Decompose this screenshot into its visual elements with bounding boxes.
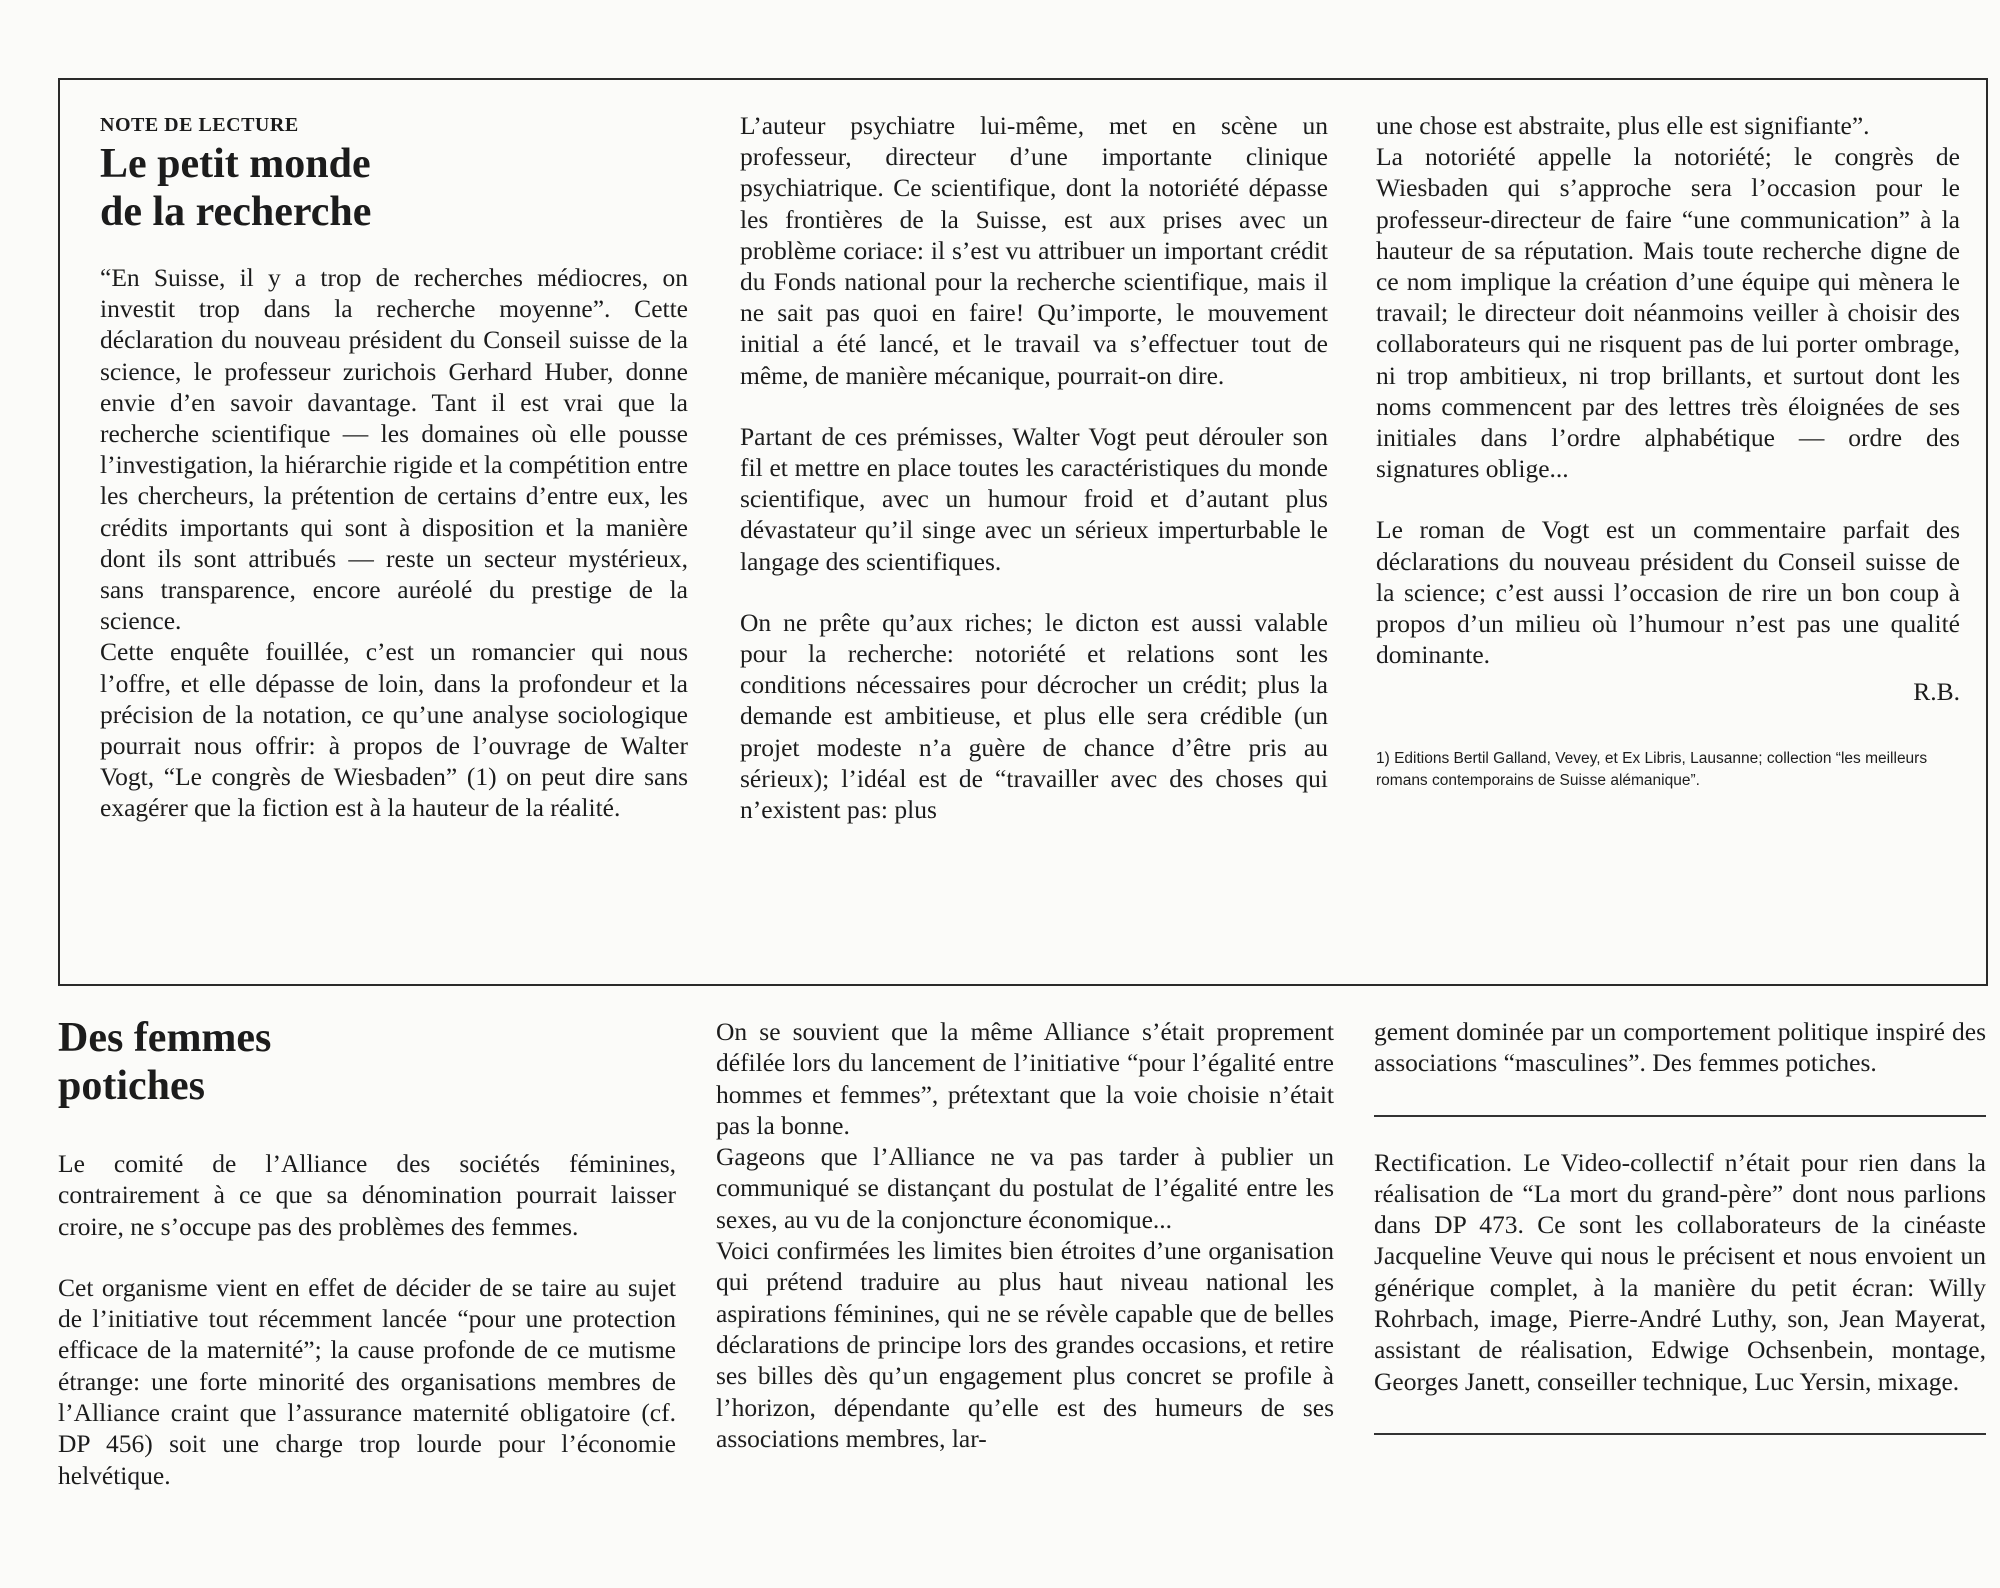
article-paragraph: gement dominée par un comportement politique inspiré des associations “masculines”. Des femmes potiches. — [1374, 1017, 1986, 1078]
review-column-1 — [100, 112, 688, 824]
article-title-line-2: potiches — [58, 1063, 205, 1109]
review-paragraph: On ne prête qu’aux riches; le dicton est aussi valable pour la recherche: notoriété et relations sont les conditions nécessaires pour décrocher un crédit; plus la demande est ambitieuse, et plus elle sera crédible (un projet modeste n’a guère de chance d’être pris au sérieux); l’idéal est de “travailler avec des choses qui n’existent pas: plus — [740, 607, 1328, 825]
article-column-1 — [58, 1014, 676, 1491]
divider-rule — [1374, 1433, 1986, 1435]
article-title — [58, 1014, 676, 1110]
article-paragraph: Gageons que l’Alliance ne va pas tarder à publier un communiqué se distançant du postulat de l’égalité entre les sexes, au vu de la conjoncture économique... — [716, 1142, 1334, 1234]
review-signature: R.B. — [1913, 677, 1960, 707]
divider-rule — [1374, 1115, 1986, 1117]
article-paragraph: Voici confirmées les limites bien étroites d’une organisation qui prétend traduire au plus haut niveau national les aspirations féminines, qui ne se révèle capable que de belles déclarations de principe lors des grandes occasions, et retire ses billes dès qu’un engagement plus concret se profile à l’horizon, dépendante qu’elle est des humeurs de ses associations membres, lar- — [716, 1236, 1334, 1453]
review-paragraph: L’auteur psychiatre lui-même, met en scène un professeur, directeur d’une importante clinique psychiatrique. Ce scientifique, dont la notoriété dépasse les frontières de la Suisse, est aux prises avec un problème coriace: il s’est vu attribuer un important crédit du Fonds national pour la recherche scientifique, mais il ne sait pas quoi en faire! Qu’importe, le mouvement initial a été lancé, et le travail va s’effectuer tout de même, de manière mécanique, pourrait-on dire. — [740, 111, 1328, 390]
review-paragraph: une chose est abstraite, plus elle est signifiante”. — [1376, 111, 1870, 140]
article-paragraph: On se souvient que la même Alliance s’était proprement défilée lors du lancement de l’initiative “pour l’égalité entre hommes et femmes”, prétextant que la voie choisie n’était pas la bonne. — [716, 1017, 1334, 1140]
review-paragraph: Le roman de Vogt est un commentaire parfait des déclarations du nouveau président du Conseil suisse de la science; c’est aussi l’occasion de rire un bon coup à propos d’un milieu où l’humour n’est pas une qualité dominante. — [1376, 515, 1960, 670]
book-review-box — [58, 78, 1988, 986]
review-paragraph: Cette enquête fouillée, c’est un romancier qui nous l’offre, et elle dépasse de loin, dans la profondeur et la précision de la notation, ce qu’une analyse sociologique pourrait nous offrir: à propos de l’ouvrage de Walter Vogt, “Le congrès de Wiesbaden” (1) on peut dire sans exagérer que la fiction est à la hauteur de la réalité. — [100, 637, 688, 823]
review-title-line-2: de la recherche — [100, 189, 372, 235]
article-title-line-1: Des femmes — [58, 1015, 272, 1061]
review-title-line-1: Le petit monde — [100, 141, 371, 187]
review-title — [100, 140, 688, 236]
article-paragraph: Cet organisme vient en effet de décider de se taire au sujet de l’initiative tout récemment lancée “pour une protection efficace de la maternité”; la cause profonde de ce mutisme étrange: une forte minorité des organisations membres de l’Alliance craint que l’assurance maternité obligatoire (cf. DP 456) soit une charge trop lourde pour l’économie helvétique. — [58, 1272, 676, 1490]
review-column-3 — [1376, 110, 1960, 792]
rectification-paragraph: Rectification. Le Video-collectif n’était pour rien dans la réalisation de “La mort du grand-père” dont nous parlions dans DP 473. Ce sont les collaborateurs de la cinéaste Jacqueline Veuve qui nous le précisent et nous envoient un générique complet, à la manière du petit écran: Willy Rohrbach, image, Pierre-André Luthy, son, Jean Mayerat, assistant de réalisation, Edwige Ochsenbein, montage, Georges Janett, conseiller technique, Luc Yersin, mixage. — [1374, 1147, 1986, 1396]
article-paragraph: Le comité de l’Alliance des sociétés féminines, contrairement à ce que sa dénomination pourrait laisser croire, ne s’occupe pas des problèmes des femmes. — [58, 1149, 676, 1241]
article-column-3 — [1374, 1016, 1986, 1435]
review-column-2 — [740, 110, 1328, 825]
review-paragraph: Partant de ces prémisses, Walter Vogt peut dérouler son fil et mettre en place toutes les caractéristiques du monde scientifique, avec un humour froid et d’autant plus dévastateur qu’il singe avec un sérieux imperturbable le langage des scientifiques. — [740, 421, 1328, 576]
review-footnote: 1) Editions Bertil Galland, Vevey, et Ex Libris, Lausanne; collection “les meilleurs romans contemporains de Suisse alémanique”. — [1376, 749, 1928, 789]
review-paragraph: La notoriété appelle la notoriété; le congrès de Wiesbaden qui s’approche sera l’occasion pour le professeur-directeur de faire “une communication” à la hauteur de sa réputation. Mais toute recherche digne de ce nom implique la création d’une équipe qui mènera le travail; le directeur doit néanmoins veiller à choisir des collaborateurs qui ne risquent pas de lui porter ombrage, ni trop ambitieux, ni trop brillants, et surtout dont les noms commencent par des lettres très éloignées de ses initiales dans l’ordre alphabétique — ordre des signatures oblige... — [1376, 142, 1960, 484]
article-column-2 — [716, 1016, 1334, 1454]
review-paragraph: “En Suisse, il y a trop de recherches médiocres, on investit trop dans la recherche moyenne”. Cette déclaration du nouveau président du Conseil suisse de la science, le professeur zurichois Gerhard Huber, donne envie d’en savoir davantage. Tant il est vrai que la recherche scientifique — les domaines où elle pousse l’investigation, la hiérarchie rigide et la compétition entre les chercheurs, la prétention de certains d’entre eux, les crédits importants qui sont à disposition et la manière dont ils sont attribués — reste un secteur mystérieux, sans transparence, encore auréolé du prestige de la science. — [100, 263, 688, 636]
review-kicker: NOTE DE LECTURE — [100, 114, 299, 136]
